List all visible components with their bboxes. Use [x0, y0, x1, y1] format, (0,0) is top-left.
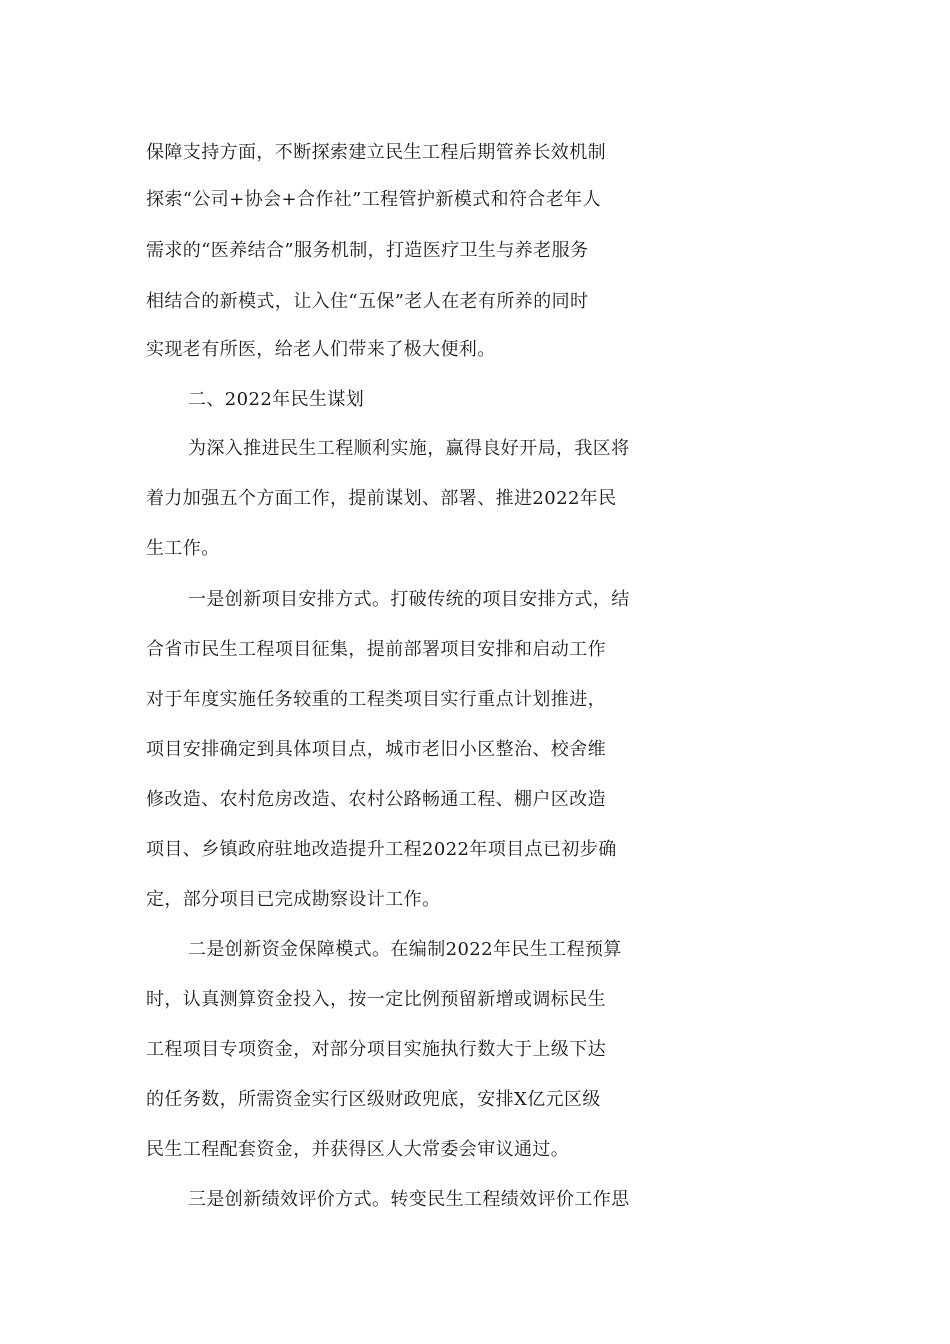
text-line: 时，认真测算资金投入，按一定比例预留新增或调标民生	[146, 989, 606, 1010]
text-line: 为深入推进民生工程顺利实施，赢得良好开局，我区将	[188, 438, 630, 459]
text-line: 的任务数，所需资金实行区级财政兜底，安排X亿元区级	[146, 1089, 601, 1110]
text-line: 工程项目专项资金，对部分项目实施执行数大于上级下达	[146, 1039, 606, 1060]
text-line: 保障支持方面，不断探索建立民生工程后期管养长效机制	[146, 142, 606, 163]
text-line: 生工作。	[146, 538, 220, 559]
text-line: 定，部分项目已完成勘察设计工作。	[146, 889, 441, 910]
text-line: 项目安排确定到具体项目点，城市老旧小区整治、校舍维	[146, 739, 606, 760]
text-line: 相结合的新模式，让入住“五保”老人在老有所养的同时	[146, 291, 589, 312]
text-line: 项目、乡镇政府驻地改造提升工程2022年项目点已初步确	[146, 839, 617, 860]
section-heading: 二、2022年民生谋划	[188, 389, 365, 410]
text-line: 修改造、农村危房改造、农村公路畅通工程、棚户区改造	[146, 789, 606, 810]
text-line: 探索“公司+协会+合作社”工程管护新模式和符合老年人	[146, 189, 601, 210]
text-line: 二是创新资金保障模式。在编制2022年民生工程预算	[188, 939, 622, 960]
text-line: 对于年度实施任务较重的工程类项目实行重点计划推进，	[146, 689, 606, 710]
text-line: 民生工程配套资金，并获得区人大常委会审议通过。	[146, 1139, 570, 1160]
text-line: 一是创新项目安排方式。打破传统的项目安排方式，结	[188, 589, 630, 610]
text-line: 着力加强五个方面工作，提前谋划、部署、推进2022年民	[146, 488, 617, 509]
text-line: 三是创新绩效评价方式。转变民生工程绩效评价工作思	[188, 1189, 630, 1210]
text-line: 合省市民生工程项目征集，提前部署项目安排和启动工作	[146, 639, 606, 660]
text-line: 需求的“医养结合”服务机制，打造医疗卫生与养老服务	[146, 240, 589, 261]
text-line: 实现老有所医，给老人们带来了极大便利。	[146, 339, 496, 360]
